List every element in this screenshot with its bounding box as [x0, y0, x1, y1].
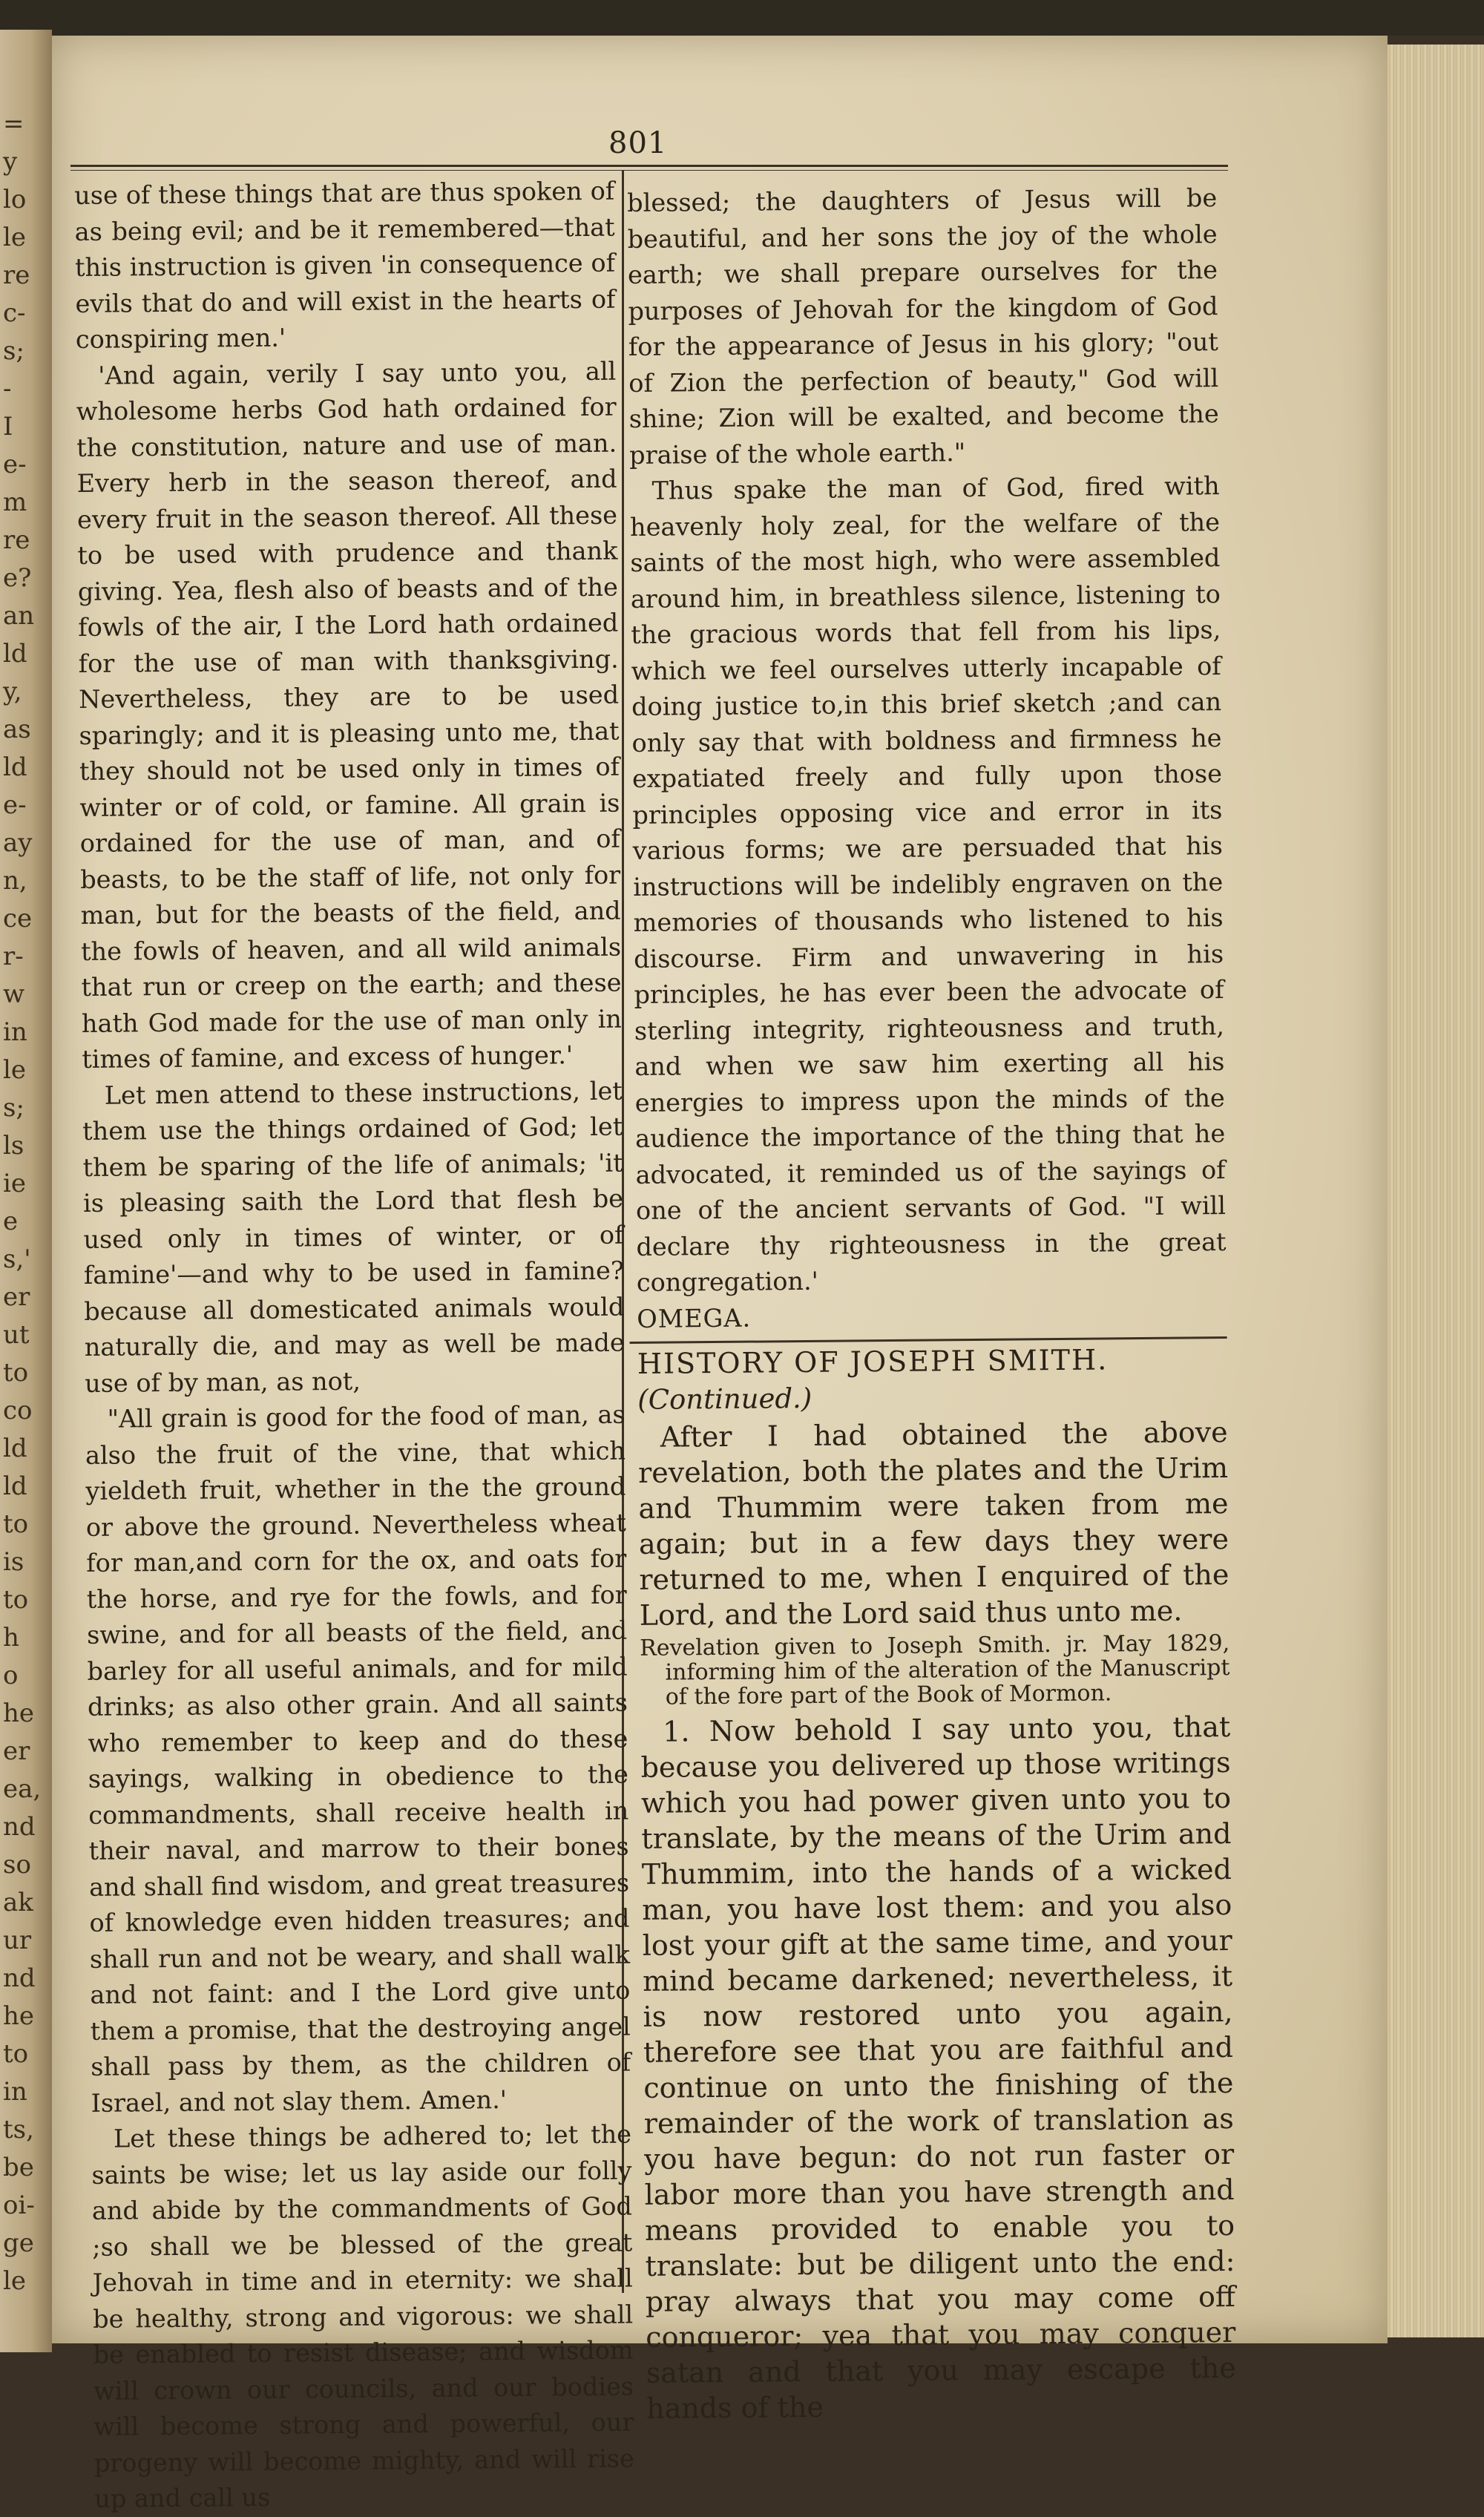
- left-paragraph-1: use of these things that are thus spoken of as being evil; and be it remembered—that this instruction is given 'in consequence of evils that do and will exist in the hearts of conspiring men.': [74, 176, 616, 354]
- prev-page-fragment: he: [3, 2001, 35, 2031]
- prev-page-fragment: in: [3, 1017, 27, 1047]
- history-title: HISTORY OF JOSEPH SMITH.: [637, 1343, 1109, 1380]
- prev-page-fragment: ur: [3, 1926, 32, 1955]
- prev-page-fragment: to: [3, 2039, 29, 2069]
- left-column: [74, 174, 634, 2517]
- prev-page-fragment: ts,: [3, 2115, 34, 2144]
- prev-page-fragment: ut: [3, 1320, 30, 1350]
- prev-page-fragment: le: [3, 223, 26, 252]
- history-subtitle: (Continued.): [637, 1382, 812, 1416]
- page-number: 801: [608, 126, 668, 160]
- prev-page-fragment: e?: [3, 563, 32, 593]
- prev-page-fragment: ak: [3, 1888, 33, 1917]
- left-paragraph-3: Let men attend to these instructions, let them use the things ordained of God; let them be sparing of the life of animals; 'it is pleasing saith the Lord that flesh be used only in times of winter, or of famine'—and why to be used in famine? because all domesticated animals would naturally die, and may as well be made use of by man, as not,: [82, 1076, 625, 1398]
- prev-page-fragment: ld: [3, 639, 27, 669]
- prev-page-fragment: er: [3, 1282, 30, 1312]
- prev-page-fragment: in: [3, 2077, 27, 2107]
- revelation-verse-1: 1. Now behold I say unto you, that because you delivered up those writings which you had power given unto you to translate, by the means of the Urim and Thummim, into the hands of a wicked man, you have lost them: and you also lost your gift at the same time, and your mind became darkened; nevertheless, it is now restored unto you again, therefore see that you are faithful and continue on unto the finishing of the remainder of the work of translation as you have begun: do not run faster or labor more than you have strength and means provided to enable you to translate: but be diligent unto the end: pray always that you may come off conqueror; yea that you may conquer satan and that you may escape the hands of the: [640, 1710, 1236, 2425]
- book-binding-top: [0, 0, 1484, 36]
- prev-page-fragment: e: [3, 1207, 19, 1236]
- page-stack-edges: [1388, 45, 1484, 2337]
- prev-page-fragment: s;: [3, 1093, 24, 1123]
- prev-page-fragment: ge: [3, 2228, 34, 2258]
- prev-page-fragment: m: [3, 488, 27, 517]
- left-paragraph-5: Let these things be adhered to; let the saints be wise; let us lay aside our folly and abide by the commandments of God ;so shall we be blessed of the great Jehovah in time and in eternity: we shall be healthy, strong and vigorous: we shall be enabled to resist disease; and wisdom will crown our councils, and our bodies will become strong and powerful, our progeny will become mighty, and will rise up and call us: [91, 2119, 635, 2513]
- prev-page-fragment: -: [3, 374, 12, 404]
- prev-page-fragment: be: [3, 2153, 34, 2182]
- article-signature: OMEGA.: [637, 1303, 752, 1333]
- prev-page-fragment: er: [3, 1736, 30, 1766]
- prev-page-fragment: to: [3, 1509, 29, 1539]
- prev-page-fragment: o: [3, 1661, 19, 1690]
- left-paragraph-2: 'And again, verily I say unto you, all wholesome herbs God hath ordained for the constitution, nature and use of man. Every herb in the season thereof, and every fruit in the season thereof. All these to be used with prudence and thank giving. Yea, flesh also of beasts and of the fowls of the air, I the Lord hath ordained for the use of man with thanksgiving. Nevertheless, they are to be used sparingly; and it is pleasing unto me, that they should not be used only in times of winter or of cold, or famine. All grain is ordained for the use of man, and of beasts, to be the staff of life, not only for man, but for the beasts of the field, and the fowls of heaven, and all wild animals that run or creep on the earth; and these hath God made for the use of man only in times of famine, and excess of hunger.': [76, 356, 623, 1074]
- prev-page-fragment: nd: [3, 1812, 36, 1842]
- prev-page-fragment: so: [3, 1850, 31, 1880]
- prev-page-fragment: to: [3, 1358, 29, 1388]
- prev-page-fragment: ce: [3, 904, 33, 933]
- prev-page-fragment: ea,: [3, 1774, 42, 1804]
- previous-page-edge: [0, 30, 52, 2352]
- prev-page-fragment: as: [3, 715, 31, 744]
- prev-page-fragment: I: [3, 412, 13, 442]
- prev-page-fragment: c-: [3, 298, 26, 328]
- prev-page-fragment: le: [3, 2266, 26, 2296]
- prev-page-fragment: s,': [3, 1244, 31, 1274]
- prev-page-fragment: r-: [3, 942, 24, 971]
- prev-page-fragment: ld: [3, 1434, 27, 1463]
- header-rule-thin: [70, 170, 1228, 171]
- left-paragraph-4: "All grain is good for the food of man, as also the fruit of the vine, that which yieldeth fruit, whether in the the ground or above the ground. Nevertheless wheat for man,and corn for the ox, and oats for the horse, and rye for the fowls, and for swine, and for all beasts of the field, and barley for all useful animals, and for mild drinks; as also other grain. And all saints who remember to keep and do these sayings, walking in obedience to the commandments, shall receive health in their naval, and marrow to their bones and shall find wisdom, and great treasures of knowledge even hidden treasures; and shall run and not be weary, and shall walk and not faint: and I the Lord give unto them a promise, that the destroying angel shall pass by them, as the children of Israel, and not slay them. Amen.': [85, 1399, 631, 2118]
- prev-page-fragment: e-: [3, 790, 27, 820]
- right-paragraph-1: blessed; the daughters of Jesus will be beautiful, and her sons the joy of the whole earth; we shall prepare ourselves for the purposes of Jehovah for the kingdom of God for the appearance of Jesus in his glory; "out of Zion the perfection of beauty," God will shine; Zion will be exalted, and become the praise of the whole earth.": [627, 183, 1219, 470]
- prev-page-fragment: re: [3, 525, 30, 555]
- prev-page-fragment: to: [3, 1585, 29, 1615]
- prev-page-fragment: =: [3, 109, 24, 139]
- prev-page-fragment: oi-: [3, 2191, 35, 2220]
- prev-page-fragment: ld: [3, 752, 27, 782]
- prev-page-fragment: an: [3, 601, 35, 631]
- prev-page-fragment: lo: [3, 185, 27, 214]
- prev-page-fragment: ie: [3, 1169, 26, 1198]
- prev-page-fragment: le: [3, 1055, 26, 1085]
- prev-page-fragment: co: [3, 1396, 33, 1425]
- header-rule: [70, 165, 1228, 167]
- history-intro: After I had obtained the above revelation, both the plates and the Urim and Thummim were taken from me again; but in a few days they were returned to me, when I enquired of the Lord, and the Lord said thus unto me.: [637, 1415, 1229, 1632]
- prev-page-fragment: ay: [3, 828, 33, 858]
- prev-page-fragment: y: [3, 147, 18, 177]
- prev-page-fragment: nd: [3, 1963, 36, 1993]
- prev-page-fragment: w: [3, 979, 25, 1009]
- right-paragraph-2: Thus spake the man of God, fired with heavenly holy zeal, for the welfare of the saints of the most high, who were assembled around him, in breathless silence, listening to the gracious words that fell from his lips, which we feel ourselves utterly incapable of doing justice to,in this brief sketch ;and can only say that with boldness and firmness he expatiated freely and fully upon those principles opposing vice and error in its various forms; we are persuaded that his instructions will be indelibly engraven on the memories of thousands who listened to his discourse. Firm and unwavering in his principles, he has ever been the advocate of sterling integrity, righteousness and truth, and when we saw him exerting all his energies to impress upon the minds of the audience the importance of the thing that he advocated, it reminded us of the sayings of one of the ancient servants of God. "I will declare thy righteousness in the great congregation.': [629, 471, 1227, 1297]
- prev-page-fragment: h: [3, 1623, 19, 1653]
- prev-page-fragment: re: [3, 260, 30, 290]
- revelation-header: Revelation given to Joseph Smith. jr. May 1829, informing him of the alteration of the Manuscript of the fore part of the Book of Mormon.: [640, 1630, 1230, 1710]
- prev-page-fragment: n,: [3, 866, 27, 896]
- prev-page-fragment: is: [3, 1547, 24, 1577]
- prev-page-fragment: ld: [3, 1471, 27, 1501]
- prev-page-fragment: y,: [3, 677, 22, 706]
- prev-page-fragment: he: [3, 1699, 35, 1728]
- prev-page-fragment: s;: [3, 336, 24, 366]
- right-column: [627, 180, 1236, 2426]
- prev-page-fragment: ls: [3, 1131, 24, 1161]
- prev-page-fragment: e-: [3, 450, 27, 479]
